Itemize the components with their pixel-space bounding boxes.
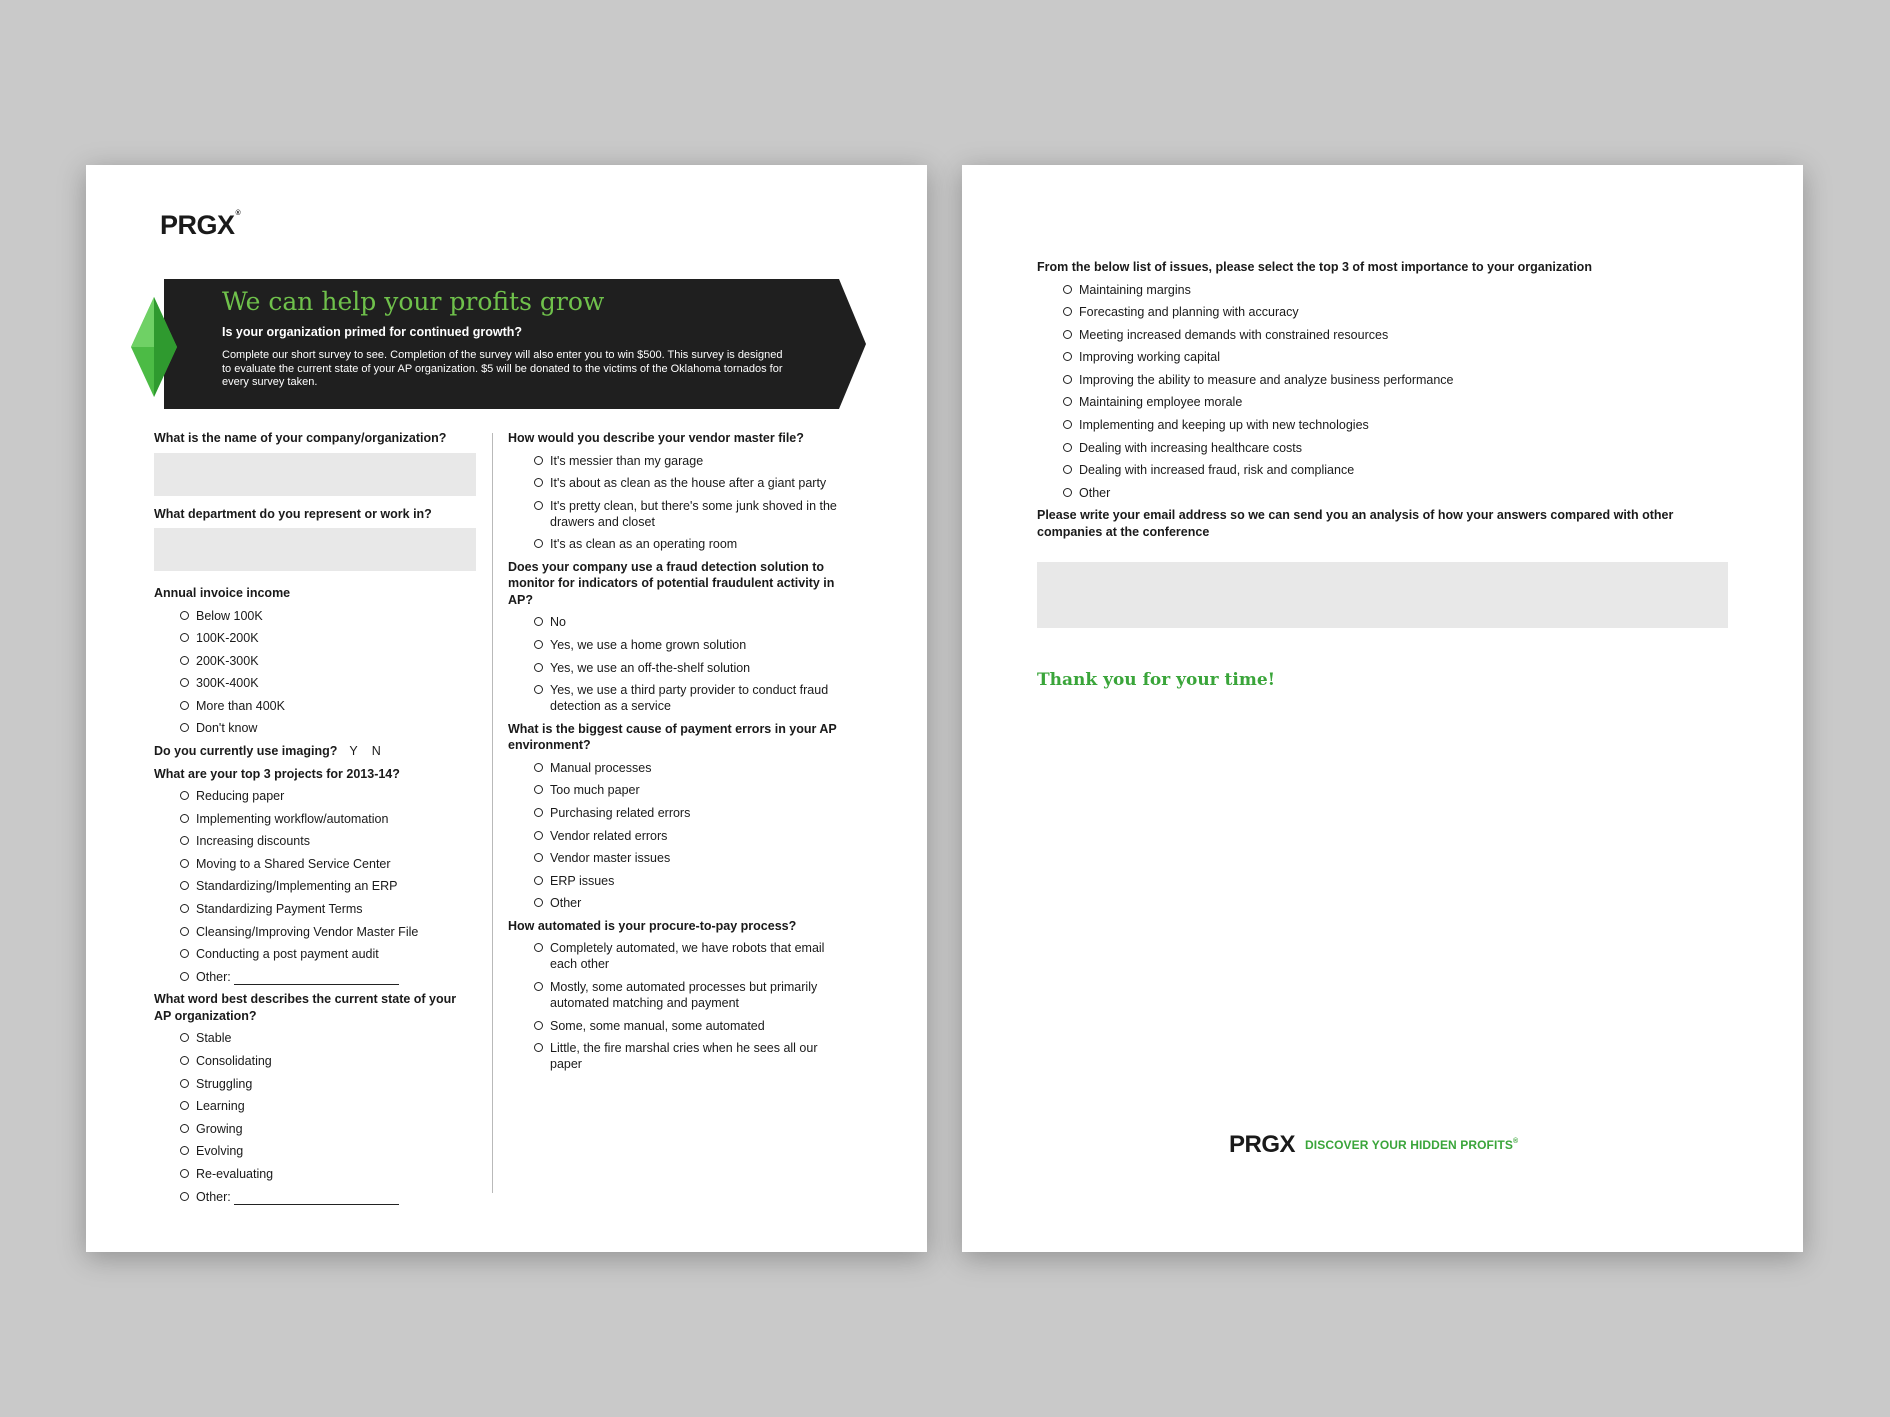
radio-circle-icon[interactable]: [180, 814, 189, 823]
radio-circle-icon[interactable]: [534, 685, 543, 694]
radio-option[interactable]: Purchasing related errors: [508, 805, 848, 821]
radio-circle-icon[interactable]: [180, 904, 189, 913]
other-write-in-line[interactable]: [234, 972, 399, 985]
radio-option[interactable]: It's pretty clean, but there's some junk shoved in the drawers and closet: [508, 498, 848, 530]
radio-circle-icon[interactable]: [180, 1146, 189, 1155]
radio-option-other[interactable]: Other:: [154, 1189, 476, 1205]
radio-option[interactable]: Mostly, some automated processes but primarily automated matching and payment: [508, 979, 848, 1011]
radio-circle-icon[interactable]: [180, 1169, 189, 1178]
radio-circle-icon[interactable]: [534, 501, 543, 510]
radio-option[interactable]: Little, the fire marshal cries when he sees all our paper: [508, 1040, 848, 1072]
radio-circle-icon[interactable]: [534, 853, 543, 862]
radio-option[interactable]: Standardizing/Implementing an ERP: [154, 878, 476, 894]
company-name-field[interactable]: [154, 453, 476, 496]
survey-page-1: [86, 165, 927, 1252]
radio-circle-icon[interactable]: [180, 1056, 189, 1065]
radio-option[interactable]: Vendor master issues: [508, 850, 848, 866]
survey-column-page2: [1037, 259, 1737, 690]
project-options: [154, 788, 476, 985]
radio-option[interactable]: ERP issues: [508, 873, 848, 889]
radio-circle-icon[interactable]: [180, 949, 189, 958]
email-field[interactable]: [1037, 562, 1728, 628]
question-company: What is the name of your company/organization?: [154, 431, 447, 445]
department-field[interactable]: [154, 528, 476, 571]
vendor-options: [508, 453, 848, 553]
footer-branding: [1229, 1131, 1518, 1159]
radio-option[interactable]: No: [508, 614, 848, 630]
radio-option[interactable]: Improving working capital: [1037, 349, 1737, 365]
radio-circle-icon[interactable]: [534, 1021, 543, 1030]
radio-option[interactable]: Implementing and keeping up with new technologies: [1037, 417, 1737, 433]
radio-option[interactable]: Evolving: [154, 1143, 476, 1159]
radio-option[interactable]: Implementing workflow/automation: [154, 811, 476, 827]
radio-option[interactable]: Reducing paper: [154, 788, 476, 804]
question-email: Please write your email address so we can send you an analysis of how your answers compared with other companies at the conference: [1037, 508, 1674, 539]
radio-circle-icon[interactable]: [534, 943, 543, 952]
radio-circle-icon[interactable]: [534, 982, 543, 991]
radio-option[interactable]: Standardizing Payment Terms: [154, 901, 476, 917]
radio-option[interactable]: Conducting a post payment audit: [154, 946, 476, 962]
radio-option[interactable]: Increasing discounts: [154, 833, 476, 849]
state-options: [154, 1030, 476, 1204]
radio-circle-icon[interactable]: [534, 763, 543, 772]
radio-option[interactable]: Moving to a Shared Service Center: [154, 856, 476, 872]
radio-circle-icon[interactable]: [534, 785, 543, 794]
question-payment-errors: What is the biggest cause of payment errors in your AP environment?: [508, 721, 837, 753]
radio-option[interactable]: Other: [1037, 485, 1737, 501]
question-state: What word best describes the current state of your AP organization?: [154, 992, 457, 1023]
radio-option-other[interactable]: Other:: [154, 969, 476, 985]
radio-circle-icon[interactable]: [1063, 443, 1072, 452]
radio-circle-icon[interactable]: [180, 927, 189, 936]
radio-option[interactable]: It's about as clean as the house after a giant party: [508, 475, 848, 491]
income-options: [154, 608, 476, 737]
question-fraud: Does your company use a fraud detection solution to monitor for indicators of potential fraudulent activity in AP?: [508, 559, 835, 607]
radio-circle-icon[interactable]: [534, 456, 543, 465]
radio-circle-icon[interactable]: [180, 1033, 189, 1042]
radio-option[interactable]: It's messier than my garage: [508, 453, 848, 469]
radio-option[interactable]: Dealing with increased fraud, risk and compliance: [1037, 462, 1737, 478]
radio-circle-icon[interactable]: [1063, 488, 1072, 497]
radio-circle-icon[interactable]: [534, 617, 543, 626]
prgx-footer-logo: PRGX: [1229, 1131, 1296, 1158]
radio-circle-icon[interactable]: [534, 831, 543, 840]
radio-option[interactable]: Dealing with increasing healthcare costs: [1037, 440, 1737, 456]
radio-circle-icon[interactable]: [180, 723, 189, 732]
question-department: What department do you represent or work in?: [154, 506, 432, 521]
radio-circle-icon[interactable]: [1063, 307, 1072, 316]
radio-circle-icon[interactable]: [180, 1079, 189, 1088]
radio-circle-icon[interactable]: [180, 836, 189, 845]
automation-options: [508, 940, 848, 1072]
question-income: Annual invoice income: [154, 586, 291, 600]
fraud-options: [508, 614, 848, 714]
radio-circle-icon[interactable]: [1063, 420, 1072, 429]
survey-column-left: [154, 430, 476, 1211]
radio-circle-icon[interactable]: [534, 808, 543, 817]
radio-option[interactable]: Maintaining margins: [1037, 282, 1737, 298]
question-automation: How automated is your procure-to-pay process?: [508, 918, 797, 933]
imaging-no[interactable]: N: [371, 744, 381, 759]
radio-option[interactable]: Some, some manual, some automated: [508, 1018, 848, 1034]
radio-option[interactable]: Yes, we use a third party provider to conduct fraud detection as a service: [508, 682, 848, 714]
radio-circle-icon[interactable]: [180, 1101, 189, 1110]
radio-option[interactable]: Stable: [154, 1030, 476, 1046]
radio-circle-icon[interactable]: [534, 640, 543, 649]
green-diamond-icon: [131, 297, 177, 397]
radio-circle-icon[interactable]: [180, 791, 189, 800]
survey-column-right: [508, 430, 848, 1079]
radio-circle-icon[interactable]: [180, 972, 189, 981]
radio-option[interactable]: Improving the ability to measure and analyze business performance: [1037, 372, 1737, 388]
radio-option[interactable]: Struggling: [154, 1076, 476, 1092]
radio-option[interactable]: Other: [508, 895, 848, 911]
banner-title: We can help your profits grow: [222, 287, 605, 316]
banner-body: Complete our short survey to see. Completion of the survey will also enter you to win $500. This survey is designed to evaluate the current state of your AP organization. $5 will be donated to the victims of the Oklahoma tornados for every survey taken.: [222, 349, 783, 388]
radio-circle-icon[interactable]: [1063, 330, 1072, 339]
column-divider: [492, 433, 493, 1193]
radio-circle-icon[interactable]: [180, 633, 189, 642]
radio-option[interactable]: Re-evaluating: [154, 1166, 476, 1182]
radio-option[interactable]: Manual processes: [508, 760, 848, 776]
radio-circle-icon[interactable]: [534, 478, 543, 487]
radio-option[interactable]: Vendor related errors: [508, 828, 848, 844]
radio-option[interactable]: Maintaining employee morale: [1037, 394, 1737, 410]
radio-option[interactable]: It's as clean as an operating room: [508, 536, 848, 552]
radio-option[interactable]: 100K-200K: [154, 630, 476, 646]
footer-tagline: DISCOVER YOUR HIDDEN PROFITS®: [1305, 1138, 1519, 1152]
radio-circle-icon[interactable]: [534, 1043, 543, 1052]
radio-option[interactable]: Forecasting and planning with accuracy: [1037, 304, 1737, 320]
radio-circle-icon[interactable]: [180, 701, 189, 710]
radio-option[interactable]: Meeting increased demands with constrained resources: [1037, 327, 1737, 343]
radio-circle-icon[interactable]: [180, 1124, 189, 1133]
radio-option[interactable]: 300K-400K: [154, 675, 476, 691]
radio-option[interactable]: Cleansing/Improving Vendor Master File: [154, 924, 476, 940]
radio-option[interactable]: Consolidating: [154, 1053, 476, 1069]
radio-option[interactable]: Yes, we use an off-the-shelf solution: [508, 660, 848, 676]
radio-circle-icon[interactable]: [1063, 397, 1072, 406]
question-vendor-master: How would you describe your vendor master file?: [508, 431, 804, 445]
issue-options: [1037, 282, 1737, 501]
radio-option[interactable]: Don't know: [154, 720, 476, 736]
radio-circle-icon[interactable]: [180, 678, 189, 687]
radio-circle-icon[interactable]: [534, 898, 543, 907]
radio-circle-icon[interactable]: [180, 1192, 189, 1201]
radio-option[interactable]: Growing: [154, 1121, 476, 1137]
radio-circle-icon[interactable]: [1063, 285, 1072, 294]
question-projects: What are your top 3 projects for 2013-14?: [154, 766, 400, 781]
radio-option[interactable]: 200K-300K: [154, 653, 476, 669]
radio-circle-icon[interactable]: [180, 656, 189, 665]
banner-subtitle: Is your organization primed for continued growth?: [222, 325, 522, 339]
radio-circle-icon[interactable]: [180, 859, 189, 868]
radio-circle-icon[interactable]: [534, 663, 543, 672]
radio-option[interactable]: More than 400K: [154, 698, 476, 714]
radio-circle-icon[interactable]: [1063, 352, 1072, 361]
radio-circle-icon[interactable]: [180, 611, 189, 620]
radio-option[interactable]: Learning: [154, 1098, 476, 1114]
other-write-in-line[interactable]: [234, 1192, 399, 1205]
radio-option[interactable]: Completely automated, we have robots that email each other: [508, 940, 848, 972]
question-issues: From the below list of issues, please select the top 3 of most importance to your organization: [1037, 260, 1592, 274]
radio-circle-icon[interactable]: [1063, 465, 1072, 474]
imaging-yes[interactable]: Y: [349, 744, 358, 759]
radio-option[interactable]: Too much paper: [508, 782, 848, 798]
survey-page-2: [962, 165, 1803, 1252]
question-imaging: Do you currently use imaging? Y N: [154, 744, 381, 759]
radio-option[interactable]: Below 100K: [154, 608, 476, 624]
radio-option[interactable]: Yes, we use a home grown solution: [508, 637, 848, 653]
error-options: [508, 760, 848, 912]
prgx-logo: PRGX®: [160, 210, 241, 240]
radio-circle-icon[interactable]: [180, 881, 189, 890]
thank-you-message: Thank you for your time!: [1037, 670, 1276, 691]
radio-circle-icon[interactable]: [1063, 375, 1072, 384]
radio-circle-icon[interactable]: [534, 539, 543, 548]
radio-circle-icon[interactable]: [534, 876, 543, 885]
